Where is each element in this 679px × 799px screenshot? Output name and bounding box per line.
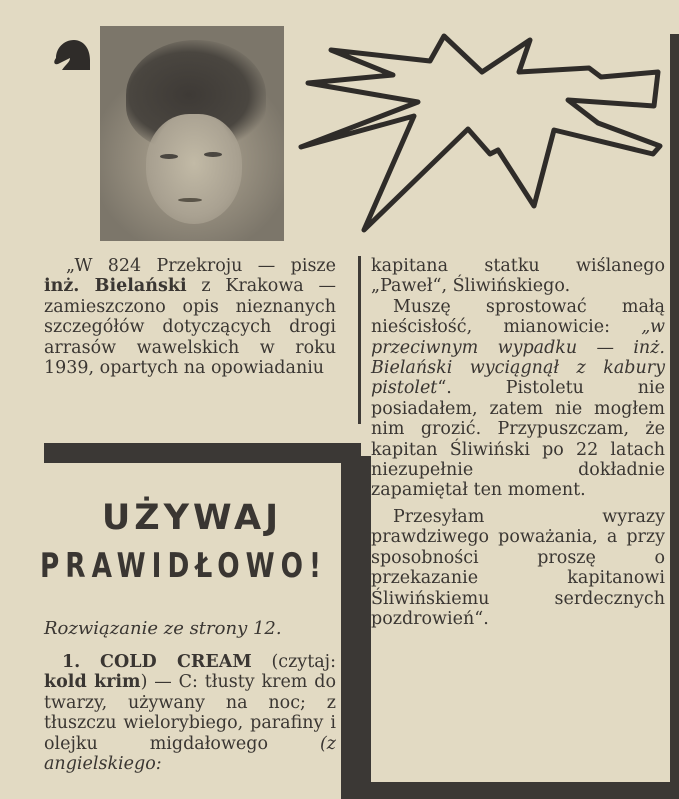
- star-burst-icon: [298, 26, 678, 236]
- quiz-title-line2: PRAWIDŁOWO!: [40, 546, 328, 586]
- column-rule: [358, 256, 361, 424]
- quiz-box-top-border: [44, 443, 360, 463]
- letter-left-column: [44, 256, 336, 378]
- answer-definition: ) — C: tłusty krem do twarzy, używany na noc; z tłuszczu wielorybiego, parafiny i olejku migdałowego: [44, 672, 336, 754]
- photo-eye: [204, 152, 222, 157]
- letter-box-left-border: [361, 456, 371, 799]
- answer-pronunciation: kold krim: [44, 672, 141, 693]
- chess-knight-icon: [50, 36, 92, 74]
- answer-text: (czytaj:: [251, 652, 336, 672]
- letter-p1-continued: kapitana statku wiślanego „Paweł“, Śliwińskiego.: [371, 256, 665, 297]
- letter-intro: „W 824 Przekroju — pisze: [66, 256, 336, 276]
- letter-p3: Przesyłam wyrazy prawdziwego poważania, a przy sposobności proszę o przekazanie kapitanowi Śliwińskiemu serdecznych pozdrowień“.: [371, 506, 665, 629]
- right-border-bar: [670, 34, 679, 799]
- answer-number: 1.: [62, 652, 81, 672]
- portrait-photo: [100, 26, 284, 241]
- letter-right-column: [371, 256, 665, 629]
- quiz-answer-1: [44, 652, 336, 774]
- author-name: inż. Bielański: [44, 276, 187, 297]
- quiz-title-line1: UŻYWAJ: [101, 498, 283, 538]
- letter-left-rest: z Krakowa — zamieszczono opis nieznanych szczegółów dotyczących drogi arrasów wawelskich w roku 1939, opartych na opowiadaniu: [44, 276, 336, 379]
- quiz-subtitle: Rozwiązanie ze strony 12.: [44, 618, 282, 639]
- answer-origin-open: (z: [319, 733, 336, 754]
- letter-p2-start: Muszę sprostować małą nieścisłość, mianowicie:: [371, 296, 665, 338]
- answer-term: COLD CREAM: [100, 652, 252, 672]
- answer-origin: angielskiego:: [44, 754, 162, 775]
- photo-mouth: [178, 198, 202, 202]
- photo-eye: [160, 154, 178, 159]
- quiz-box-right-border: [341, 443, 361, 799]
- letter-box-bottom-border: [361, 782, 679, 799]
- letter-p2-end: “. Pistoletu nie posiadałem, zatem nie mogłem nim grozić. Przypuszczam, że kapitan Śliwiński po 22 latach niezupełnie dokładnie zapamiętał ten moment.: [371, 378, 665, 501]
- photo-face: [146, 114, 242, 224]
- letter-p2-quote: „w przeciwnym wypadku — inż. Bielański wyciągnął z kabury pistolet: [371, 317, 665, 399]
